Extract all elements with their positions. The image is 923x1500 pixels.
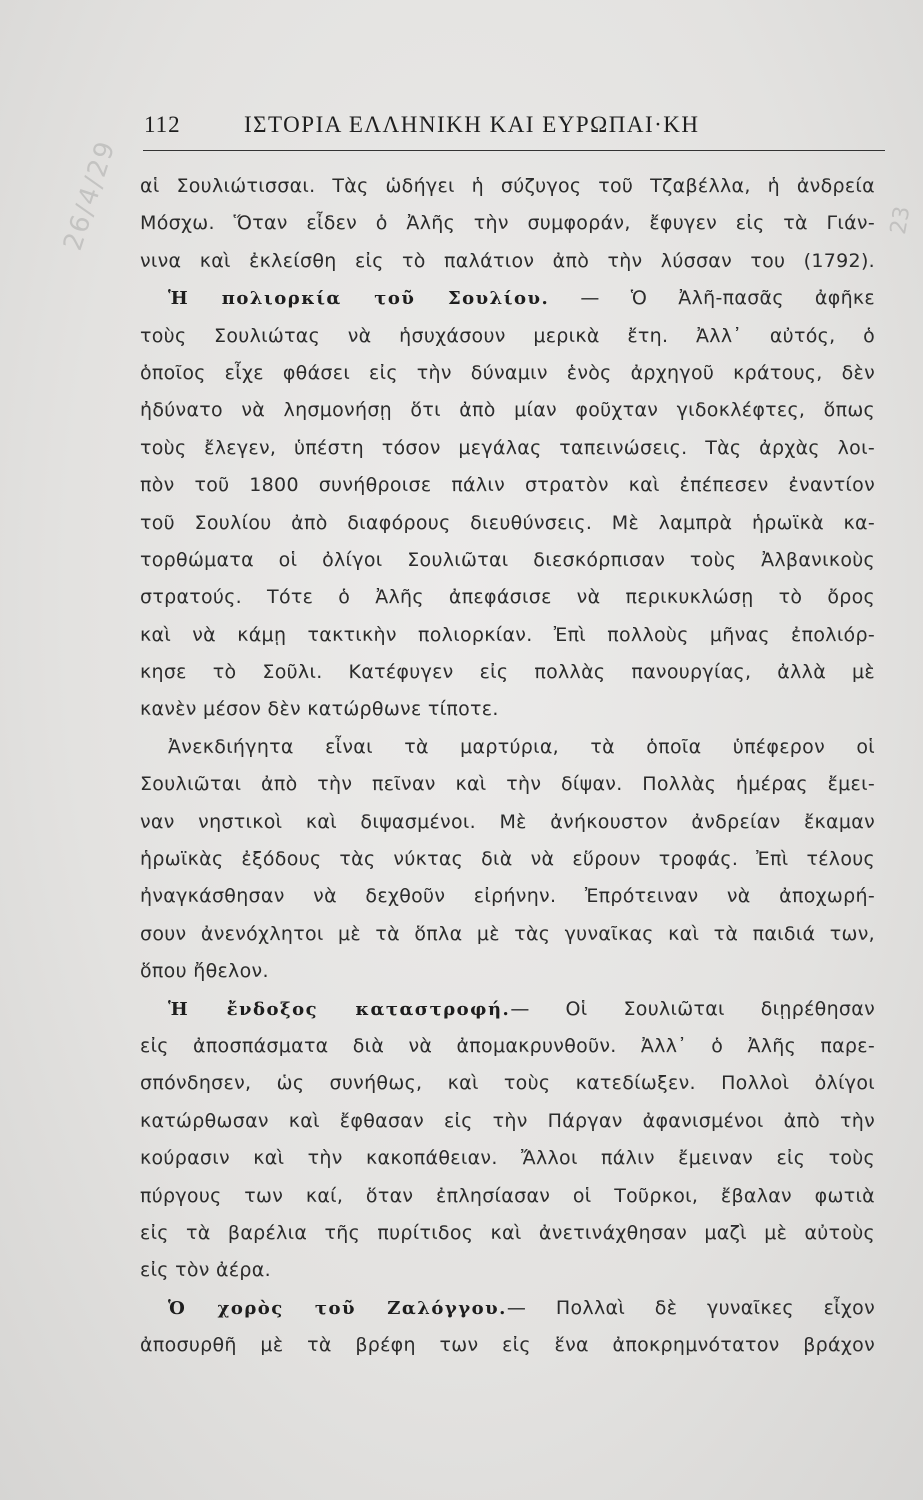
line-text: πύργους των καί, ὅταν ἐπλησίασαν οἱ Τοῦρκοι, ἔβαλαν φωτιὰ	[140, 1184, 875, 1207]
page-number: 112	[144, 112, 181, 137]
line-text: εἰς τὰ βαρέλια τῆς πυρίτιδος καὶ ἀνετινάχθησαν μαζὶ μὲ αὐτοὺς	[140, 1221, 875, 1244]
line-text: τοὺς Σουλιώτας νὰ ἡσυχάσουν μερικὰ ἔτη. Ἀλλ᾽ αὐτός, ὁ	[140, 324, 875, 347]
text-line	[140, 168, 875, 205]
line-text: νινα καὶ ἐκλείσθη εἰς τὸ παλάτιον ἀπὸ τὴν λύσσαν του (1792).	[140, 249, 875, 272]
text-line	[140, 1028, 875, 1065]
pencil-date-annotation: 26/4/29	[58, 136, 122, 255]
section-heading: Ἡ ἔνδοξος καταστροφή.	[168, 998, 511, 1020]
line-text: κούρασιν καὶ τὴν κακοπάθειαν. Ἄλλοι πάλιν ἔμειναν εἰς τοὺς	[140, 1147, 875, 1170]
text-line	[140, 729, 875, 766]
text-line	[140, 766, 875, 803]
text-line	[140, 953, 875, 990]
line-text: ἠδύνατο νὰ λησμονήσῃ ὅτι ἀπὸ μίαν φοῦχταν γιδοκλέφτες, ὅπως	[140, 399, 875, 422]
line-text: Μόσχω. Ὅταν εἶδεν ὁ Ἀλῆς τὴν συμφοράν, ἔφυγεν εἰς τὰ Γιάν-	[140, 212, 875, 235]
text-line	[140, 1178, 875, 1215]
text-line	[140, 654, 875, 691]
line-text: αἱ Σουλιώτισσαι. Τὰς ὡδήγει ἡ σύζυγος τοῦ Τζαβέλλα, ἡ ἀνδρεία	[140, 175, 875, 197]
line-text: — Πολλαὶ δὲ γυναῖκες εἶχον	[506, 1296, 875, 1319]
text-line	[140, 1290, 875, 1327]
line-text: τοῦ Σουλίου ἀπὸ διαφόρους διευθύνσεις. Μὲ λαμπρὰ ἡρωϊκὰ κα-	[140, 511, 875, 534]
line-text: ἀποσυρθῆ μὲ τὰ βρέφη των εἰς ἕνα ἀποκρημνότατον βράχον	[140, 1334, 875, 1357]
text-line	[140, 205, 875, 242]
text-line	[140, 1215, 875, 1252]
pencil-number-annotation: 23	[886, 204, 916, 237]
text-line	[140, 579, 875, 616]
line-text: εἰς ἀποσπάσματα διὰ νὰ ἀπομακρυνθοῦν. Ἀλλ᾽ ὁ Ἀλῆς παρε-	[140, 1034, 875, 1057]
text-line	[140, 430, 875, 467]
text-line	[140, 878, 875, 915]
text-line	[140, 505, 875, 542]
line-text: κησε τὸ Σοῦλι. Κατέφυγεν εἰς πολλὰς πανουργίας, ἀλλὰ μὲ	[140, 661, 875, 684]
text-line	[140, 243, 875, 280]
text-line	[140, 691, 875, 728]
text-line	[140, 1065, 875, 1102]
line-text: — Ὁ Ἀλῆ-πασᾶς ἀφῆκε	[549, 287, 875, 310]
line-text: κανὲν μέσον δὲν κατώρθωνε τίποτε.	[140, 698, 499, 721]
text-line	[140, 355, 875, 392]
line-text: Σουλιῶται ἀπὸ τὴν πεῖναν καὶ τὴν δίψαν. Πολλὰς ἡμέρας ἔμει-	[140, 773, 875, 796]
text-line	[140, 280, 875, 317]
line-text: Ἀνεκδιήγητα εἶναι τὰ μαρτύρια, τὰ ὁποῖα ὑπέφερον οἱ	[168, 735, 875, 758]
text-line	[140, 617, 875, 654]
running-title: ΙΣΤΟΡΙΑ ΕΛΛΗΝΙΚΗ ΚΑΙ ΕΥΡΩΠΑΙ·ΚΗ	[244, 112, 700, 137]
line-text: — Οἱ Σουλιῶται διῃρέθησαν	[510, 997, 875, 1020]
text-line	[140, 1252, 875, 1289]
running-header	[144, 112, 884, 138]
line-text: πὸν τοῦ 1800 συνήθροισε πάλιν στρατὸν καὶ ἐπέπεσεν ἐναντίον	[140, 474, 875, 497]
section-heading: Ὁ χορὸς τοῦ Ζαλόγγου.	[168, 1297, 507, 1319]
body-text	[140, 168, 875, 1365]
line-text: εἰς τὸν ἀέρα.	[140, 1259, 271, 1282]
line-text: ὁποῖος εἶχε φθάσει εἰς τὴν δύναμιν ἑνὸς ἀρχηγοῦ κράτους, δὲν	[140, 361, 875, 384]
text-line	[140, 542, 875, 579]
line-text: ἠναγκάσθησαν νὰ δεχθοῦν εἰρήνην. Ἐπρότειναν νὰ ἀποχωρή-	[140, 885, 875, 908]
line-text: ἡρωϊκὰς ἐξόδους τὰς νύκτας διὰ νὰ εὕρουν τροφάς. Ἐπὶ τέλους	[140, 848, 875, 871]
text-line	[140, 1103, 875, 1140]
text-line	[140, 1327, 875, 1364]
line-text: ὅπου ἤθελον.	[140, 960, 269, 983]
line-text: σουν ἀνενόχλητοι μὲ τὰ ὅπλα μὲ τὰς γυναῖκας καὶ τὰ παιδιά των,	[140, 922, 875, 945]
text-line	[140, 1140, 875, 1177]
text-line	[140, 804, 875, 841]
line-text: καὶ νὰ κάμῃ τακτικὴν πολιορκίαν. Ἐπὶ πολλοὺς μῆνας ἐπολιόρ-	[140, 623, 875, 646]
text-line	[140, 916, 875, 953]
line-text: στρατούς. Τότε ὁ Ἀλῆς ἀπεφάσισε νὰ περικυκλώσῃ τὸ ὄρος	[140, 586, 875, 609]
header-rule	[143, 150, 885, 151]
text-line	[140, 318, 875, 355]
text-line	[140, 467, 875, 504]
line-text: ναν νηστικοὶ καὶ διψασμένοι. Μὲ ἀνήκουστον ἀνδρείαν ἔκαμαν	[140, 810, 875, 833]
section-heading: Ἡ πολιορκία τοῦ Σουλίου.	[168, 288, 550, 310]
line-text: τοὺς ἔλεγεν, ὑπέστη τόσον μεγάλας ταπεινώσεις. Τὰς ἀρχὰς λοι-	[140, 436, 875, 459]
line-text: κατώρθωσαν καὶ ἔφθασαν εἰς τὴν Πάργαν ἀφανισμένοι ἀπὸ τὴν	[140, 1109, 875, 1132]
text-line	[140, 392, 875, 429]
line-text: τορθώματα οἱ ὀλίγοι Σουλιῶται διεσκόρπισαν τοὺς Ἀλβανικοὺς	[140, 548, 875, 571]
text-line	[140, 841, 875, 878]
line-text: σπόνδησεν, ὡς συνήθως, καὶ τοὺς κατεδίωξεν. Πολλοὶ ὀλίγοι	[140, 1072, 875, 1095]
text-line	[140, 991, 875, 1028]
